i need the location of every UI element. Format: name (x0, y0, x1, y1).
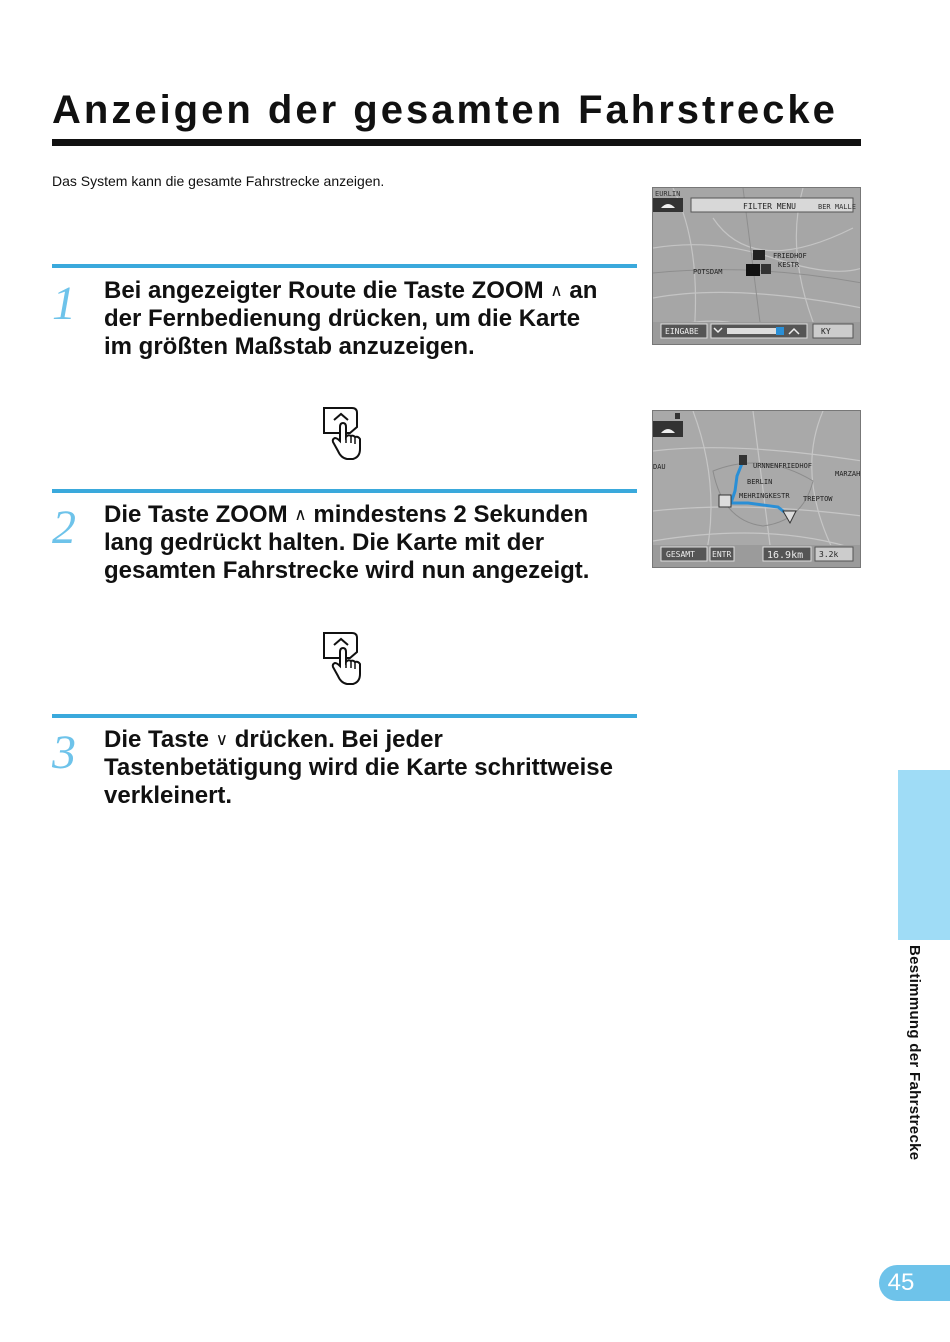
step-1-rule (52, 264, 637, 268)
screen2-place: URNNENFRIEDHOF (753, 462, 813, 470)
screen1-btn-right: KY (821, 327, 831, 336)
screen1-corner: EURLIN (655, 190, 681, 198)
title-rule (52, 139, 861, 146)
step-2-text: Die Taste ZOOM ∧ mindestens 2 Sekunden lang gedrückt halten. Die Karte mit der gesamten Fahrstrecke wird nun angezeigt. (104, 501, 590, 584)
screen2-left: DAU (653, 463, 666, 471)
screen2-distance: 16.9km (767, 550, 804, 561)
zoom-up-symbol: ∧ (550, 281, 563, 300)
step-3-number: 3 (52, 726, 76, 779)
zoom-up-button-hand-icon (320, 405, 366, 461)
step-2-number: 2 (52, 501, 76, 554)
screen1-btn-input: EINGABE (665, 327, 699, 336)
intro-text: Das System kann die gesamte Fahrstrecke anzeigen. (52, 173, 385, 189)
zoom-up-symbol: ∧ (294, 505, 307, 524)
nav-screen-largest-scale (652, 187, 861, 345)
page-title: Anzeigen der gesamten Fahrstrecke (52, 88, 838, 132)
step-2-rule (52, 489, 637, 493)
screen1-top-right: BER MALLE (818, 203, 856, 211)
screen2-district-right: TREPTOW (803, 495, 833, 503)
screen1-street: KESTR (778, 261, 800, 269)
screen2-street: MEHRINGKESTR (739, 492, 790, 500)
step-1-text: Bei angezeigter Route die Taste ZOOM ∧ an der Fernbedienung drücken, um die Karte im größten Maßstab anzuzeigen. (104, 277, 598, 360)
screen1-place: FRIEDHOF (773, 252, 807, 260)
page-number: 45 (887, 1269, 915, 1296)
nav-screen-full-route (652, 410, 861, 568)
screen2-city: BERLIN (747, 478, 773, 486)
zoom-up-button-hand-icon (320, 630, 366, 686)
screen2-district-top: MARZAH (835, 470, 861, 478)
chapter-tab (898, 770, 950, 940)
step-3-text: Die Taste ∨ drücken. Bei jeder Tastenbetätigung wird die Karte schrittweise verkleinert. (104, 726, 613, 809)
screen1-city: POTSDAM (693, 268, 723, 276)
screen2-btn-total: GESAMT (666, 550, 695, 559)
zoom-down-symbol: ∨ (215, 730, 229, 749)
screen2-scale: 3.2k (819, 550, 839, 559)
step-3-rule (52, 714, 637, 718)
step-1-number: 1 (52, 277, 76, 330)
chapter-label: Bestimmung der Fahrstrecke (906, 945, 923, 1161)
screen1-top-menu: FILTER MENU (743, 202, 796, 211)
screen2-btn-entr: ENTR (712, 550, 732, 559)
